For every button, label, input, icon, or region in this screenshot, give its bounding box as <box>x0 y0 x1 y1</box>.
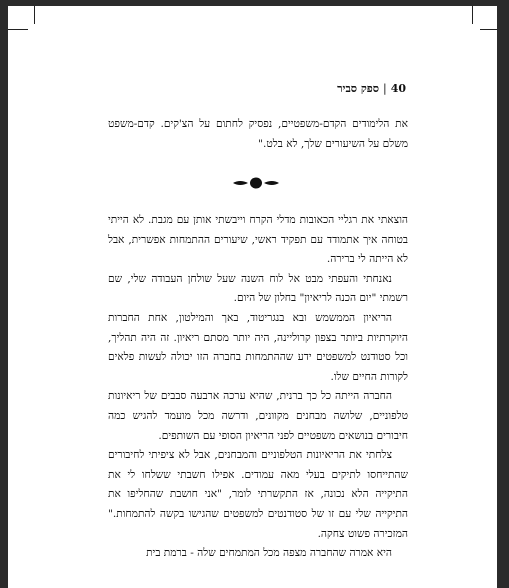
header-author: ספק סביר <box>337 82 379 95</box>
page-number: 40 <box>390 82 406 95</box>
header-separator: | <box>382 82 387 95</box>
paragraph: את הלימודים הקדם-משפטיים, נפסיק לחתום על הצ'קים. קדם-משפט משלם על השיעורים שלך, לא בלט." <box>108 118 408 150</box>
paragraph: הוצאתי את רגליי הכאובות מדלי הקרח וייבשתי אותן עם מגבת. לא הייתי בטוחה איך אתמודד עם תפקיד ראשי, שיעורים ההתמחות אפשרית, אבל לא הייתה לי ברירה. <box>108 214 408 266</box>
paragraph: היא אמרה שהחברה מצפה מכל המתמחים שלה - ברמת בית <box>146 547 392 560</box>
paragraph: החברה הייתה כל כך ברנית, שהיא ערכה ארבעה סבבים של ריאיונות טלפוניים, שלושה מבחנים מקוונים, ודרשה מכל מועמד להגיש כמה חיבורים בנושאים משפטיים לפני הריאיון הסופי עם השותפים. <box>108 390 408 442</box>
crop-mark-top-right-horizontal <box>480 29 497 30</box>
crop-mark-top-left-vertical <box>34 6 35 24</box>
text-block-top <box>108 115 408 154</box>
text-block-main <box>108 211 408 564</box>
crop-mark-top-right-vertical <box>472 6 473 24</box>
crop-mark-top-left-horizontal <box>8 29 28 30</box>
section-break-ornament <box>231 176 281 190</box>
running-header <box>337 82 406 95</box>
paragraph: צלחתי את הריאיונות הטלפוניים והמבחנים, אבל לא ציפיתי לחיבורים שהתייחסו לתיקים בעלי מאה עמודים. אפילו חשבתי ששלחו לי את התיקייה הלא נכונה, אז התקשרתי לומר, "אני חושבת שהחליפו את התיקייה שלי עם זו של סטודנטים למשפטים שהגישו בקשה להתמחות." המזכירה פשוט צחקה. <box>108 449 408 540</box>
book-page <box>8 6 497 588</box>
paragraph: נאנחתי והעפתי מבט אל לוח השנה שעל שולחן העבודה שלי, שם רשמתי "יום הכנה לריאיון" בחלון של היום. <box>108 272 408 305</box>
paragraph: הריאיון הממשמש ובא בנגריטוד, באך והמילטון, אחת החברות היוקרתיות ביותר בצפון קרוליינה, היה יותר מסתם ריאיון. זה היה תהליך, וכל סטודנט למשפטים ידע שההתמחות בחברה הזו יכולה לעשות פלאים לקורות החיים שלו. <box>108 311 408 383</box>
